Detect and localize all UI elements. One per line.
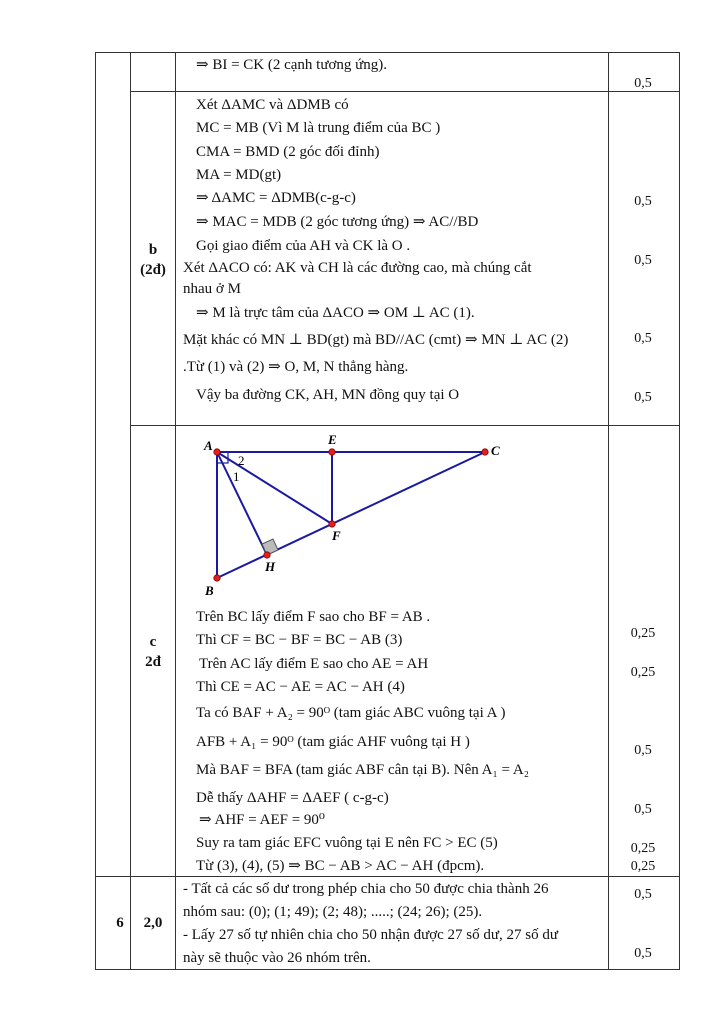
row-c-line: Từ (3), (4), (5) ⇒ BC − AB > AC − AH (đpcm).	[196, 858, 485, 874]
row-b-line: ⇒ ΔAMC = ΔDMB(c-g-c)	[196, 190, 356, 206]
triangle-figure	[196, 432, 506, 602]
point-f	[329, 521, 335, 527]
table-border-right	[679, 52, 680, 970]
q6-line: - Lấy 27 số tự nhiên chia cho 50 nhận được 27 số dư, 27 số dư	[183, 927, 558, 943]
row-divider-c-6	[95, 876, 680, 877]
row-b-points: (2đ)	[140, 262, 166, 278]
row-c-score: 0,25	[630, 841, 656, 856]
row-b-line: Xét ΔACO có: AK và CH là các đường cao, mà chúng cắt	[183, 260, 532, 276]
row-b-line: ⇒ MAC = MDB (2 góc tương ứng) ⇒ AC//BD	[196, 214, 479, 230]
row-divider-top-b	[130, 91, 680, 92]
table-border-left	[95, 52, 96, 970]
row-c-line: Mà BAF = BFA (tam giác ABF cân tại B). Nên A₁ = A₂	[196, 762, 529, 778]
q6-line: nhóm sau: (0); (1; 49); (2; 48); .....; (24; 26); (25).	[183, 904, 483, 920]
point-a	[214, 449, 220, 455]
table-col-divider-1	[130, 52, 131, 970]
row-c-line: Thì CE = AC − AE = AC − AH (4)	[196, 679, 405, 695]
point-e	[329, 449, 335, 455]
label-h: H	[265, 559, 276, 574]
q6-line: - Tất cả các số dư trong phép chia cho 50 được chia thành 26	[183, 881, 549, 897]
table-border-bottom	[95, 969, 680, 970]
row-c-score: 0,25	[630, 626, 656, 641]
row-c-line: Trên AC lấy điểm E sao cho AE = AH	[199, 656, 429, 672]
row-c-points: 2đ	[145, 654, 161, 670]
row-c-score: 0,25	[630, 859, 656, 874]
label-e: E	[328, 432, 337, 447]
segment-bc	[217, 452, 485, 578]
row-b-score: 0,5	[634, 194, 652, 209]
row-b-line: MA = MD(gt)	[196, 167, 282, 183]
row-b-line: .Từ (1) và (2) ⇒ O, M, N thẳng hàng.	[183, 359, 409, 375]
table-border-top	[95, 52, 680, 53]
row-divider-b-c	[130, 425, 680, 426]
row-b-score: 0,5	[634, 331, 652, 346]
row-b-line: CMA = BMD (2 góc đối đỉnh)	[196, 144, 380, 160]
label-b: B	[205, 583, 214, 598]
q6-score: 0,5	[634, 946, 652, 961]
top-row-score: 0,5	[634, 76, 652, 91]
row-b-line: Xét ΔAMC và ΔDMB có	[196, 97, 349, 113]
point-b	[214, 575, 220, 581]
table-col-divider-3	[608, 52, 609, 970]
row-c-label: c	[149, 634, 157, 650]
row-c-line: Ta có BAF + A₂ = 90ᴼ (tam giác ABC vuông tại A )	[196, 705, 506, 721]
row-c-line: Dễ thấy ΔAHF = ΔAEF ( c-g-c)	[196, 790, 389, 806]
q6-number: 6	[116, 915, 124, 931]
row-c-score: 0,25	[630, 665, 656, 680]
row-c-line: Trên BC lấy điểm F sao cho BF = AB .	[196, 609, 431, 625]
label-angle-2: 2	[238, 453, 245, 468]
point-h	[264, 552, 270, 558]
row-b-score: 0,5	[634, 390, 652, 405]
label-c: C	[491, 443, 500, 458]
q6-line: này sẽ thuộc vào 26 nhóm trên.	[183, 950, 371, 966]
row-b-line: MC = MB (Vì M là trung điểm của BC )	[196, 120, 441, 136]
row-c-line: Suy ra tam giác EFC vuông tại E nên FC > EC (5)	[196, 835, 498, 851]
q6-score: 0,5	[634, 887, 652, 902]
table-col-divider-2	[175, 52, 176, 970]
row-c-line: ⇒ AHF = AEF = 90⁰	[199, 812, 325, 828]
top-row-line: ⇒ BI = CK (2 cạnh tương ứng).	[196, 57, 388, 73]
label-a: A	[204, 438, 213, 453]
row-b-line: Gọi giao điểm của AH và CK là O .	[196, 238, 411, 254]
label-f: F	[332, 528, 341, 543]
row-c-line: AFB + A₁ = 90ᴼ (tam giác AHF vuông tại H )	[196, 734, 470, 750]
point-c	[482, 449, 488, 455]
row-b-line: Mặt khác có MN ⊥ BD(gt) mà BD//AC (cmt) ⇒ MN ⊥ AC (2)	[183, 332, 569, 348]
row-b-line: ⇒ M là trực tâm của ΔACO ⇒ OM ⊥ AC (1).	[196, 305, 475, 321]
row-b-score: 0,5	[634, 253, 652, 268]
label-angle-1: 1	[233, 469, 240, 484]
row-b-label: b	[148, 242, 158, 258]
row-b-line: Vậy ba đường CK, AH, MN đồng quy tại O	[196, 387, 460, 403]
q6-points: 2,0	[143, 915, 163, 931]
row-c-score: 0,5	[634, 743, 652, 758]
row-c-line: Thì CF = BC − BF = BC − AB (3)	[196, 632, 403, 648]
row-c-score: 0,5	[634, 802, 652, 817]
row-b-line: nhau ở M	[183, 281, 241, 297]
